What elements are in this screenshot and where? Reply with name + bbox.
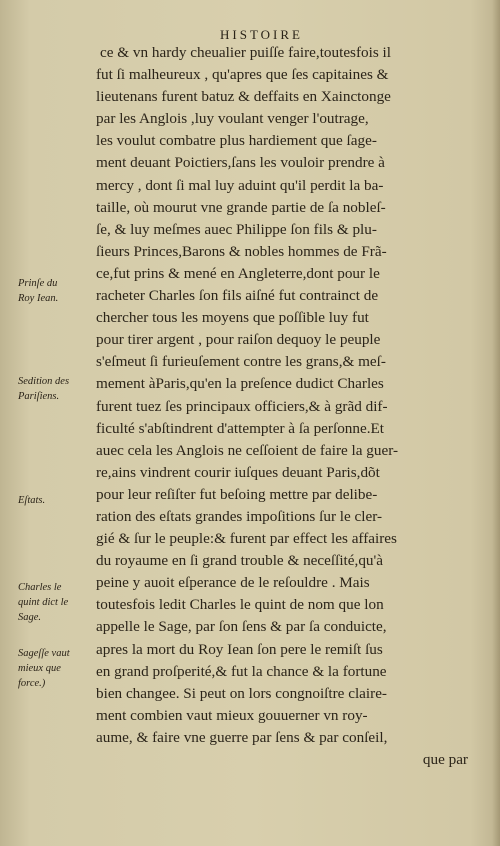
text-line: les voulut combatre plus hardiement que ſage- <box>96 132 377 150</box>
margin-note-line: Prinſe du <box>18 278 58 289</box>
text-line: par les Anglois ,luy voulant venger l'outrage, <box>96 110 369 128</box>
text-line: ſieurs Princes,Barons & nobles hommes de Frã- <box>96 242 387 260</box>
text-line: peine y auoit eſperance de le reſouldre . Mais <box>96 574 370 592</box>
text-line: en grand proſperité,& fut la chance & la fortune <box>96 662 387 680</box>
margin-note-sagesse <box>18 646 96 691</box>
text-line: chercher tous les moyens que poſſible luy fut <box>96 309 369 327</box>
text-line: ce,fut prins & mené en Angleterre,dont pour le <box>96 264 380 282</box>
text-line: bien changee. Si peut on lors congnoiſtre claire- <box>96 684 387 702</box>
text-line: ce & vn hardy cheualier puiſſe faire,toutesfois il <box>100 44 391 61</box>
margin-note-prinse <box>18 276 96 306</box>
text-line: aume, & faire vne guerre par ſens & par conſeil, <box>96 728 388 746</box>
margin-note-line: Eſtats. <box>18 495 46 506</box>
text-line: ſe, & luy meſmes auec Philippe ſon fils & plu- <box>96 220 377 238</box>
text-line: racheter Charles ſon fils aiſné fut contrainct de <box>96 287 379 305</box>
text-line: ment deuant Poictiers,ſans les vouloir prendre à <box>96 154 385 172</box>
margin-note-line: Roy Iean. <box>18 293 59 304</box>
margin-note-charles <box>18 580 96 625</box>
text-line: toutesfois ledit Charles le quint de nom que lon <box>96 596 384 614</box>
margin-note-line: Sedition des <box>18 376 70 387</box>
text-line: auec cela les Anglois ne ceſſoient de faire la guer- <box>96 441 399 459</box>
text-line: s'eſmeut ſi furieuſement contre les grans,& meſ- <box>96 353 386 371</box>
text-line: furent tuez ſes principaux officiers,& à grãd dif- <box>96 397 388 415</box>
text-line: mercy , dont ſi mal luy aduint qu'il perdit la ba- <box>96 176 384 194</box>
text-line: ration des eſtats grandes impoſitions ſur le cler- <box>96 507 383 525</box>
margin-note-line: Charles le <box>18 582 62 593</box>
text-line: du royaume en ſi grand trouble & neceſſité,qu'à <box>96 552 383 570</box>
text-line: pour leur reſiſter fut beſoing mettre par delibe- <box>96 485 378 503</box>
margin-note-line: force.) <box>18 678 46 689</box>
text-line: mement àParis,qu'en la preſence dudict Charles <box>96 375 384 393</box>
margin-note-line: Pariſiens. <box>18 391 60 402</box>
text-line: ment combien vaut mieux gouuerner vn roy- <box>96 706 368 724</box>
margin-note-line: Sageſſe vaut <box>18 648 70 659</box>
text-line: ficulté s'abſtindrent d'attempter à ſa perſonne.Et <box>96 419 385 437</box>
margin-note-sedition <box>18 374 96 404</box>
margin-note-line: quint dict le <box>18 597 69 608</box>
margin-note-estats <box>18 493 96 508</box>
running-title: HISTOIRE <box>220 27 303 42</box>
text-line: taille, où mourut vne grande partie de ſa nobleſ- <box>96 198 386 216</box>
text-line: re,ains vindrent courir iuſques deuant Paris,dõt <box>96 463 380 481</box>
margin-note-line: mieux que <box>18 663 61 674</box>
text-line: fut ſi malheureux , qu'apres que ſes capitaines & <box>96 66 389 84</box>
text-line: lieutenans furent batuz & deffaits en Xainctonge <box>96 88 391 106</box>
text-line: gié & ſur le peuple:& furent par effect les affaires <box>96 530 397 548</box>
margin-note-line: Sage. <box>18 612 42 623</box>
text-line: pour tirer argent , pour raiſon dequoy le peuple <box>96 331 381 349</box>
main-text-block <box>96 42 468 771</box>
text-line: apres la mort du Roy Iean ſon pere le remiſt ſus <box>96 640 383 658</box>
catchword-line: que par <box>422 751 468 768</box>
text-line: appelle le Sage, par ſon ſens & par ſa conduicte, <box>96 618 387 636</box>
page-gutter-shadow <box>492 0 500 846</box>
